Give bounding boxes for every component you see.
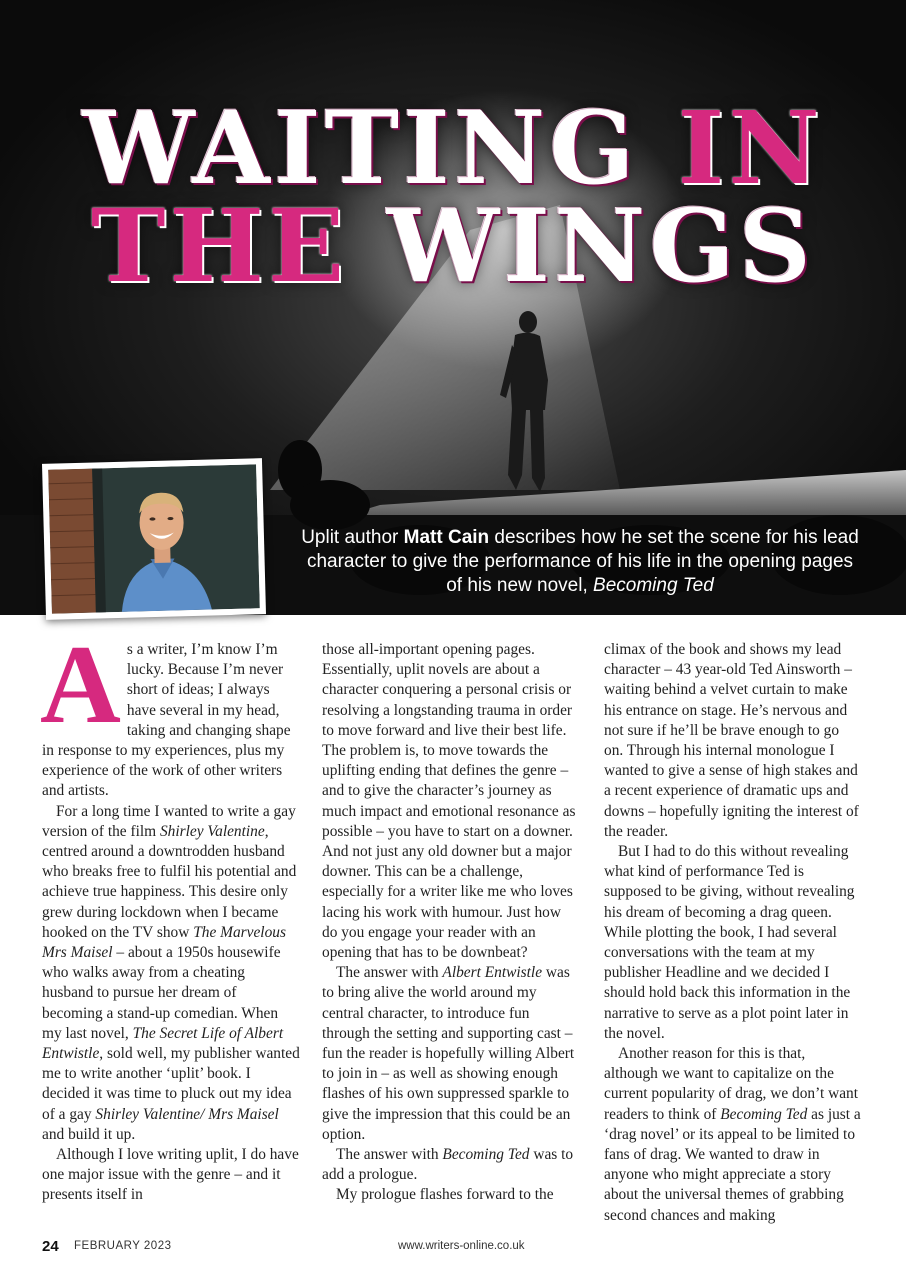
paragraph: For a long time I wanted to write a gay version of the film Shirley Valentine, centred around a downtrodden husband who breaks free to fulfil his potential and achieve true happiness. This desire only grew during lockdown when I became hooked on the TV show The Marvelous Mrs Maisel – about a 1950s housewife who walks away from a cheating husband to pursue her dream of becoming a stand-up comedian. When my last novel, The Secret Life of Albert Entwistle, sold well, my publisher wanted me to write another ‘uplit’ book. I decided it was time to pluck out my idea of a gay Shirley Valentine/ Mrs Maisel and build it up.	[42, 802, 300, 1143]
drop-cap: A	[40, 623, 121, 747]
paragraph: The answer with Albert Entwistle was to bring alive the world around my central character, to introduce fun through the setting and supporting cast – fun the reader is hopefully willing Albert to join in – as well as showing enough flashes of his own suppressed sparkle to give the impression that this could be an option.	[322, 964, 575, 1143]
paragraph: My prologue flashes forward to the	[336, 1186, 554, 1204]
headline-line-1	[0, 89, 906, 207]
paragraph: The answer with Becoming Ted was to add a prologue.	[322, 1146, 574, 1184]
author-photo	[42, 458, 266, 620]
headline-line-2	[0, 187, 906, 305]
paragraph: climax of the book and shows my lead character – 43 year-old Ted Ainsworth – waiting behind a velvet curtain to make his entrance on stage. He’s nervous and not sure if he’ll be brave enough to go on. Through his internal monologue I wanted to give a sense of high stakes and a recent experience of dramatic ups and downs – hopefully igniting the interest of the reader.	[604, 641, 859, 840]
paragraph: Although I love writing uplit, I do have one major issue with the genre – and it presents itself in	[42, 1146, 299, 1204]
author-name: Matt Cain	[403, 527, 490, 548]
standfirst: Uplit author Matt Cain describes how he set the scene for his lead character to give the performance of his life in the opening pages of his new novel, Becoming Ted	[301, 527, 859, 596]
page-footer	[42, 1238, 868, 1258]
book-title: Becoming Ted	[593, 575, 714, 596]
article-column-3	[604, 640, 862, 1226]
page-number: 24	[42, 1238, 59, 1255]
headline-word-in: IN	[677, 89, 824, 207]
headline-word-waiting: WAITING	[82, 89, 678, 207]
headline-word-the: THE	[90, 187, 349, 305]
website-link[interactable]: www.writers-online.co.uk	[398, 1240, 525, 1252]
paragraph: those all-important opening pages. Essentially, uplit novels are about a character conquering a personal crisis or resolving a longstanding trauma in order to move forward and live their best life. The problem is, to move towards the uplifting ending that defines the genre – and to give the character’s journey as much impact and emotional resonance as possible – you have to start on a downer. And not just any old downer but a major downer. This can be a challenge, especially for a writer like me who loves lacing his work with humour. Just how do you engage your reader with an opening that has to be downbeat?	[322, 641, 576, 962]
headline-word-wings: WINGS	[348, 187, 816, 305]
article-column-2	[322, 640, 580, 1206]
paragraph: Another reason for this is that, although we want to capitalize on the current popularity of drag, we don’t want readers to think of Becoming Ted as just a ‘drag novel’ or its appeal to be limited to fans of drag. We wanted to draw in anyone who might appreciate a story about the universal themes of grabbing second chances and making	[604, 1045, 861, 1224]
article-column-1	[40, 623, 300, 1206]
issue-date: FEBRUARY 2023	[74, 1240, 172, 1252]
paragraph: But I had to do this without revealing what kind of performance Ted is supposed to be giving, without revealing his dream of becoming a drag queen. While plotting the book, I had several conversations with the team at my publisher Headline and we decided I should hold back this information in the narrative to serve as a plot point later in the novel.	[604, 843, 855, 1042]
author-portrait-illustration	[48, 464, 260, 613]
article-body	[40, 623, 868, 1224]
paragraph: As a writer, I’m know I’m lucky. Because I’m never short of ideas; I always have several in my head, taking and changing shape in response to my experiences, plus my experience of the work of other writers and artists.	[40, 623, 291, 800]
